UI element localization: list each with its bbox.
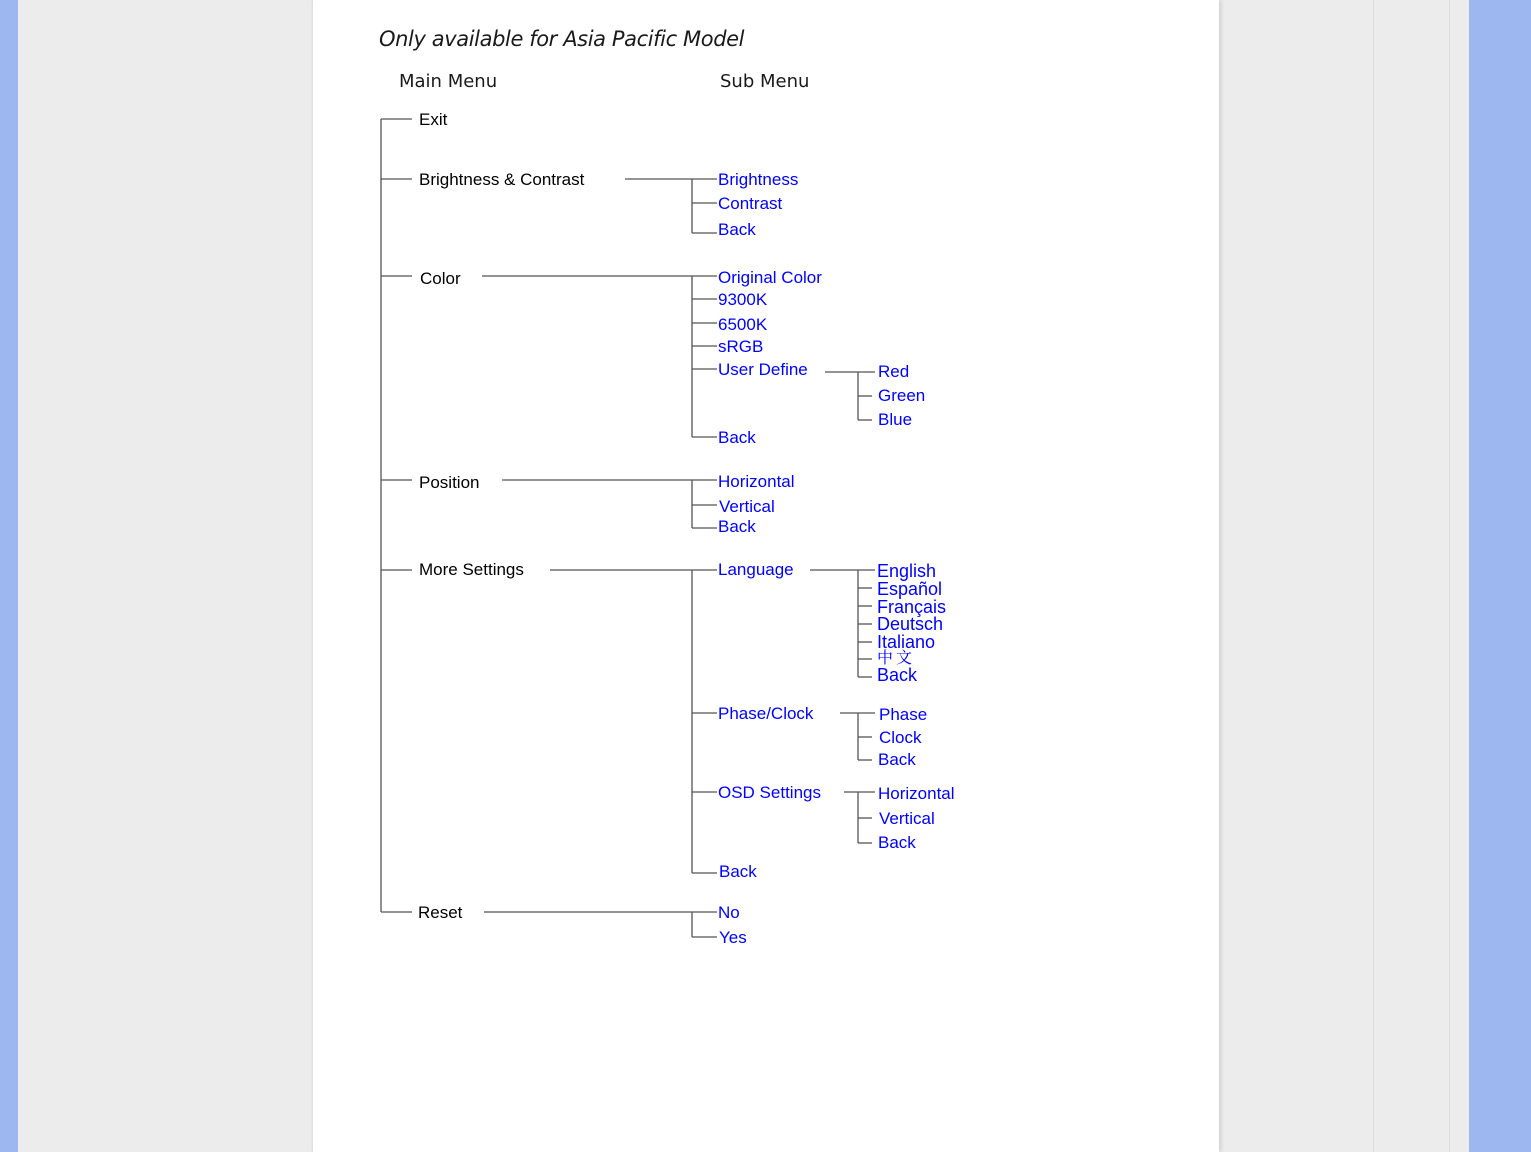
sub-reset-no[interactable]: No (718, 903, 740, 922)
sub-9300k[interactable]: 9300K (718, 290, 768, 309)
sub-blue[interactable]: Blue (878, 410, 913, 429)
sub-phase-clock[interactable]: Phase/Clock (718, 704, 814, 723)
sub-osd-horizontal[interactable]: Horizontal (878, 784, 955, 803)
sub-lang-deutsch[interactable]: Deutsch (877, 614, 944, 634)
sub-language[interactable]: Language (718, 560, 794, 579)
sub-lang-francais[interactable]: Français (877, 597, 947, 617)
main-item-exit: Exit (419, 110, 448, 129)
sub-user-define[interactable]: User Define (718, 360, 808, 379)
main-menu-header: Main Menu (399, 71, 498, 92)
sub-lang-espanol[interactable]: Español (877, 579, 943, 599)
sub-position-back[interactable]: Back (718, 517, 756, 536)
sub-osd-vertical[interactable]: Vertical (879, 809, 935, 828)
sub-phase-clock-back[interactable]: Back (878, 750, 916, 769)
sub-green[interactable]: Green (878, 386, 926, 405)
main-item-position: Position (419, 473, 480, 492)
sub-brightness[interactable]: Brightness (718, 170, 799, 189)
main-item-color: Color (420, 269, 461, 288)
sub-6500k[interactable]: 6500K (718, 315, 768, 334)
sub-red[interactable]: Red (878, 362, 910, 381)
sub-more-settings-back[interactable]: Back (719, 862, 757, 881)
sub-original-color[interactable]: Original Color (718, 268, 822, 287)
main-item-reset: Reset (418, 903, 463, 922)
sub-lang-italiano[interactable]: Italiano (877, 632, 936, 652)
sub-osd-back[interactable]: Back (878, 833, 916, 852)
sub-contrast[interactable]: Contrast (718, 194, 783, 213)
sub-reset-yes[interactable]: Yes (719, 928, 747, 947)
page-caption: Only available for Asia Pacific Model (379, 27, 745, 51)
sub-phase[interactable]: Phase (879, 705, 928, 724)
sub-lang-back[interactable]: Back (877, 665, 918, 685)
sub-position-vertical[interactable]: Vertical (719, 497, 775, 516)
sub-color-back[interactable]: Back (718, 428, 756, 447)
sub-brightness-back[interactable]: Back (718, 220, 756, 239)
sub-lang-english[interactable]: English (877, 561, 937, 581)
sub-menu-header: Sub Menu (720, 71, 810, 92)
sub-position-horizontal[interactable]: Horizontal (718, 472, 795, 491)
main-item-more-settings: More Settings (419, 560, 524, 579)
sub-lang-chinese[interactable]: 中文 (877, 650, 916, 667)
sub-osd-settings[interactable]: OSD Settings (718, 783, 821, 802)
sub-srgb[interactable]: sRGB (718, 337, 764, 356)
sub-clock[interactable]: Clock (879, 728, 922, 747)
main-item-brightness-contrast: Brightness & Contrast (419, 170, 585, 189)
